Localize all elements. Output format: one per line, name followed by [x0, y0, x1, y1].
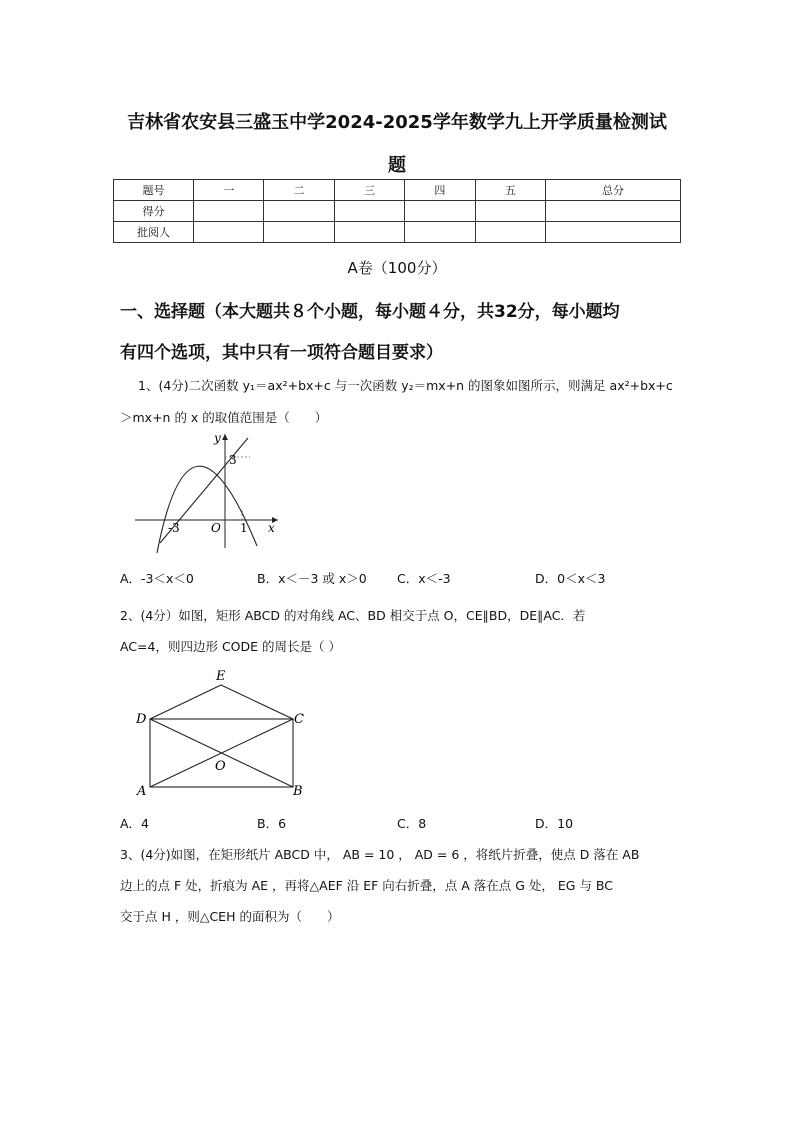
page-title-line1: 吉林省农安县三盛玉中学2024-2025学年数学九上开学质量检测试	[127, 112, 667, 133]
q2-option-b[interactable]: B．6	[257, 816, 287, 831]
q1-graph	[130, 428, 285, 553]
table-cell	[405, 222, 475, 243]
q3-line1: 3、(4分)如图，在矩形纸片 ABCD 中， AB = 10 ， AD = 6 ，将纸片折叠，使点 D 落在 AB	[120, 847, 640, 862]
y-axis-label: y	[214, 431, 221, 445]
table-cell: 批阅人	[114, 222, 194, 243]
q2-line1: 2、(4分）如图，矩形 ABCD 的对角线 AC、BD 相交于点 O，CE∥BD，DE∥AC．若	[120, 608, 586, 623]
point-label-b: B	[293, 784, 303, 799]
table-cell	[546, 222, 681, 243]
origin-label: O	[211, 521, 221, 535]
point-label-o: O	[215, 759, 226, 774]
point-label-a: A	[137, 784, 147, 799]
segment-de	[150, 685, 221, 719]
q1-option-c[interactable]: C．x＜-3	[397, 571, 451, 586]
q2-option-a[interactable]: A．4	[120, 816, 150, 831]
q1-option-d[interactable]: D．0＜x＜3	[535, 571, 606, 586]
table-cell	[264, 222, 334, 243]
score-table	[113, 179, 681, 243]
point-label-c: C	[294, 712, 304, 727]
q2-figure	[130, 665, 315, 805]
label-three: 3	[229, 453, 237, 467]
table-cell	[194, 222, 264, 243]
page-title-line2: 题	[388, 155, 406, 176]
table-cell	[334, 201, 404, 222]
q2-option-d[interactable]: D．10	[535, 816, 574, 831]
table-cell	[405, 201, 475, 222]
q1-option-b[interactable]: B．x＜－3 或 x＞0	[257, 571, 367, 586]
y-axis-arrow-icon	[222, 434, 228, 440]
table-cell	[546, 201, 681, 222]
volume-title: A卷（100分）	[347, 259, 447, 277]
label-one: 1	[240, 521, 248, 535]
q1-line2: ＞mx+n 的 x 的取值范围是（ ）	[120, 410, 328, 425]
table-cell: 三	[334, 180, 404, 201]
segment-ce	[221, 685, 293, 719]
q2-option-c[interactable]: C．8	[397, 816, 427, 831]
part-title-line1: 一、选择题（本大题共８个小题，每小题４分，共32分，每小题均	[120, 302, 620, 322]
table-cell: 二	[264, 180, 334, 201]
point-label-d: D	[136, 712, 147, 727]
q1-line1: 1、(4分)二次函数 y₁＝ax²+bx+c 与一次函数 y₂＝mx+n 的图象如图所示，则满足 ax²+bx+c	[138, 378, 673, 393]
part-title-line2: 有四个选项，其中只有一项符合题目要求）	[120, 343, 443, 363]
q1-option-a[interactable]: A．-3＜x＜0	[120, 571, 194, 586]
q3-line2: 边上的点 F 处，折痕为 AE ，再将△AEF 沿 EF 向右折叠，点 A 落在点 G 处， EG 与 BC	[120, 878, 614, 893]
point-label-e: E	[216, 669, 226, 684]
parabola-curve	[157, 466, 257, 553]
q2-line2: AC=4，则四边形 CODE 的周长是（ ）	[120, 639, 341, 654]
table-cell	[475, 222, 545, 243]
table-cell: 一	[194, 180, 264, 201]
table-cell: 五	[475, 180, 545, 201]
x-axis-label: x	[268, 521, 275, 535]
table-cell	[194, 201, 264, 222]
table-cell: 总分	[546, 180, 681, 201]
table-cell: 四	[405, 180, 475, 201]
table-cell: 得分	[114, 201, 194, 222]
table-cell	[475, 201, 545, 222]
score-table-header-row	[114, 180, 681, 201]
table-cell: 题号	[114, 180, 194, 201]
table-cell	[264, 201, 334, 222]
table-row	[114, 201, 681, 222]
table-row	[114, 222, 681, 243]
table-cell	[334, 222, 404, 243]
label-minus-three: -3	[168, 521, 180, 535]
q3-line3: 交于点 H ，则△CEH 的面积为（ ）	[120, 909, 340, 924]
